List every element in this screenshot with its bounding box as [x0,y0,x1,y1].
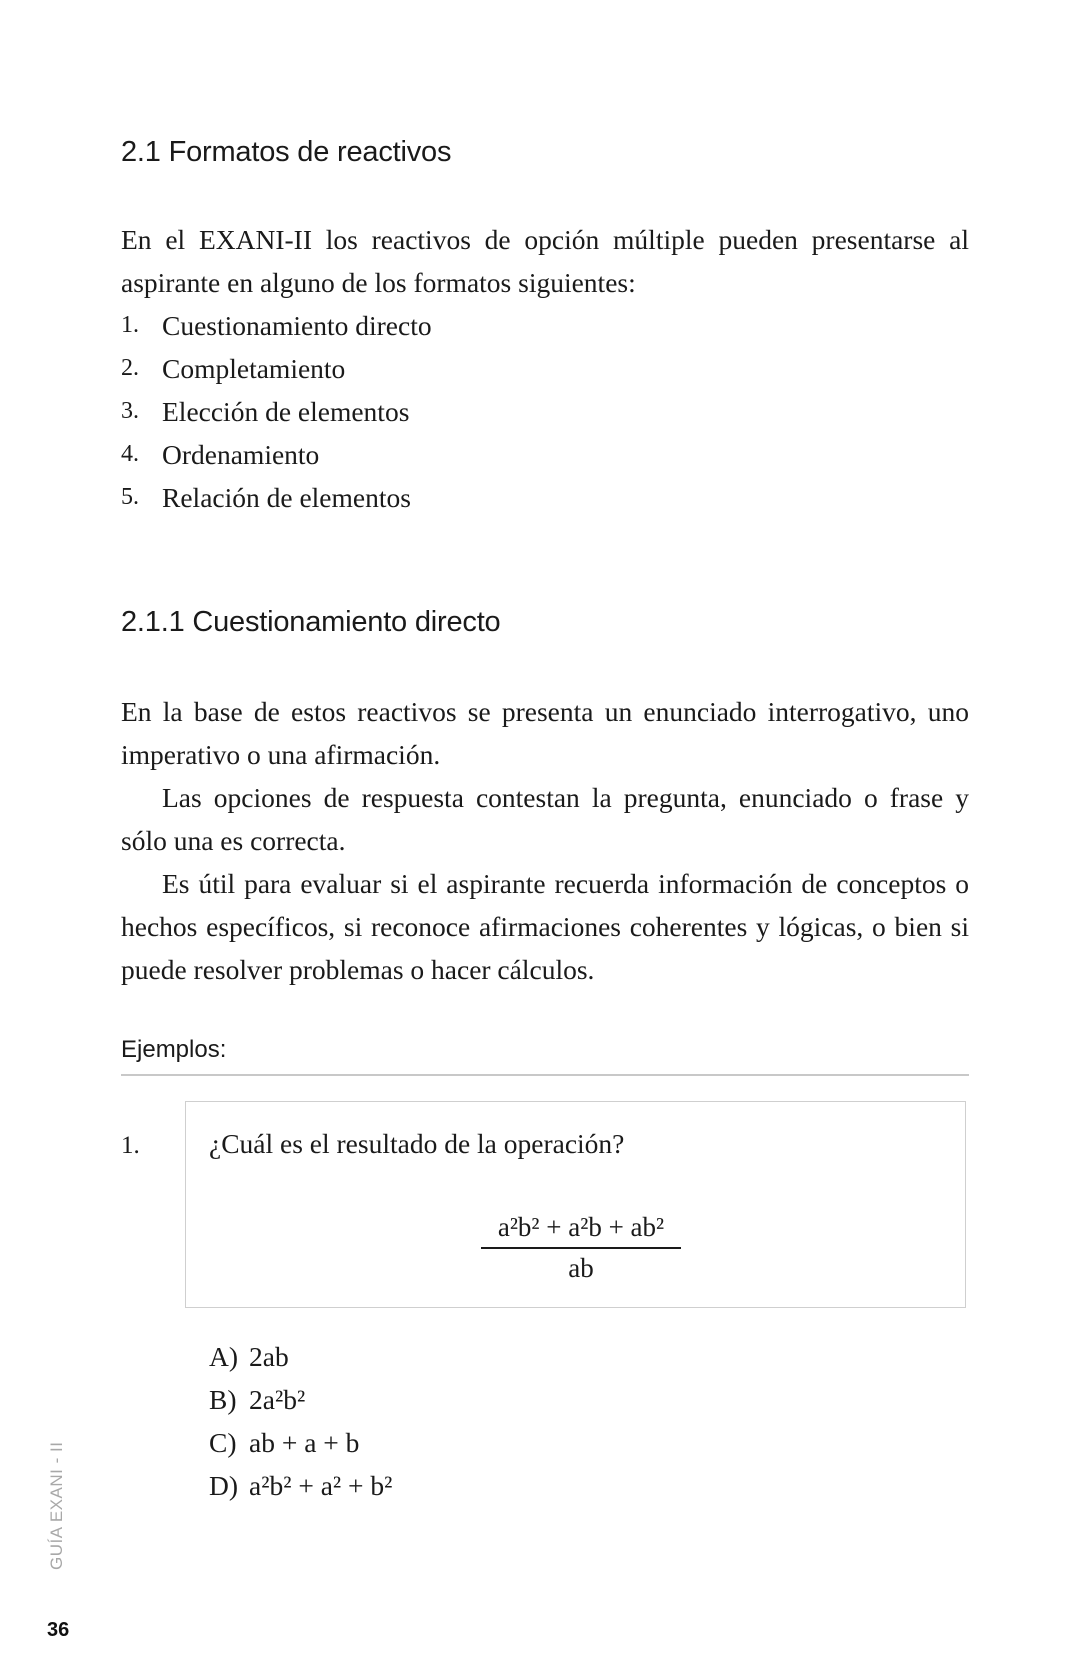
option-letter: D) [209,1470,239,1501]
option-letter: B) [209,1384,237,1415]
format-item [121,390,432,433]
answer-options [209,1335,392,1507]
format-item [121,476,432,519]
section-title: 2.1 Formatos de reactivos [121,136,452,168]
format-item [121,433,432,476]
format-number: 2. [121,355,139,381]
answer-option-a [209,1335,392,1378]
option-text: 2ab [249,1341,289,1372]
paragraph-definition: En la base de estos reactivos se presenta un enunciado interrogativo, uno imperativo o una afirmación. [121,696,969,770]
examples-divider [121,1074,969,1076]
format-item [121,347,432,390]
option-text: a²b² + a² + b² [249,1470,393,1501]
format-item [121,304,432,347]
format-number: 4. [121,441,139,467]
fraction-expression [481,1212,681,1284]
page-number: 36 [47,1619,70,1641]
fraction-numerator: a²b² + a²b + ab² [481,1212,681,1249]
option-letter: C) [209,1427,237,1458]
intro-paragraph: En el EXANI-II los reactivos de opción múltiple pueden presentarse al aspirante en alguno de los formatos siguientes: [121,224,969,298]
format-number: 5. [121,484,139,510]
subsection-title: 2.1.1 Cuestionamiento directo [121,606,501,638]
paragraph-options: Las opciones de respuesta contestan la pregunta, enunciado o frase y sólo una es correcta. [121,782,969,856]
format-number: 3. [121,398,139,424]
question-box [185,1101,966,1308]
paragraph-usefulness: Es útil para evaluar si el aspirante recuerda información de conceptos o hechos específicos, si reconoce afirmaciones coherentes y lógicas, o bien si puede resolver problemas o hacer cálculos. [121,868,969,985]
format-number: 1. [121,312,139,338]
option-letter: A) [209,1341,239,1372]
format-label: Relación de elementos [162,482,411,513]
answer-option-c [209,1421,392,1464]
running-head: GUÍA EXANI - II [47,1441,66,1570]
format-label: Completamiento [162,353,346,384]
format-label: Cuestionamiento directo [162,310,432,341]
format-label: Ordenamiento [162,439,320,470]
format-label: Elección de elementos [162,396,410,427]
option-text: 2a²b² [249,1384,306,1415]
formats-list [121,304,432,519]
answer-option-b [209,1378,392,1421]
question-stem: ¿Cuál es el resultado de la operación? [209,1128,625,1159]
examples-label: Ejemplos: [121,1036,227,1063]
question-number: 1. [121,1132,140,1159]
option-text: ab + a + b [249,1427,360,1458]
answer-option-d [209,1464,392,1507]
fraction-denominator: ab [568,1253,594,1283]
